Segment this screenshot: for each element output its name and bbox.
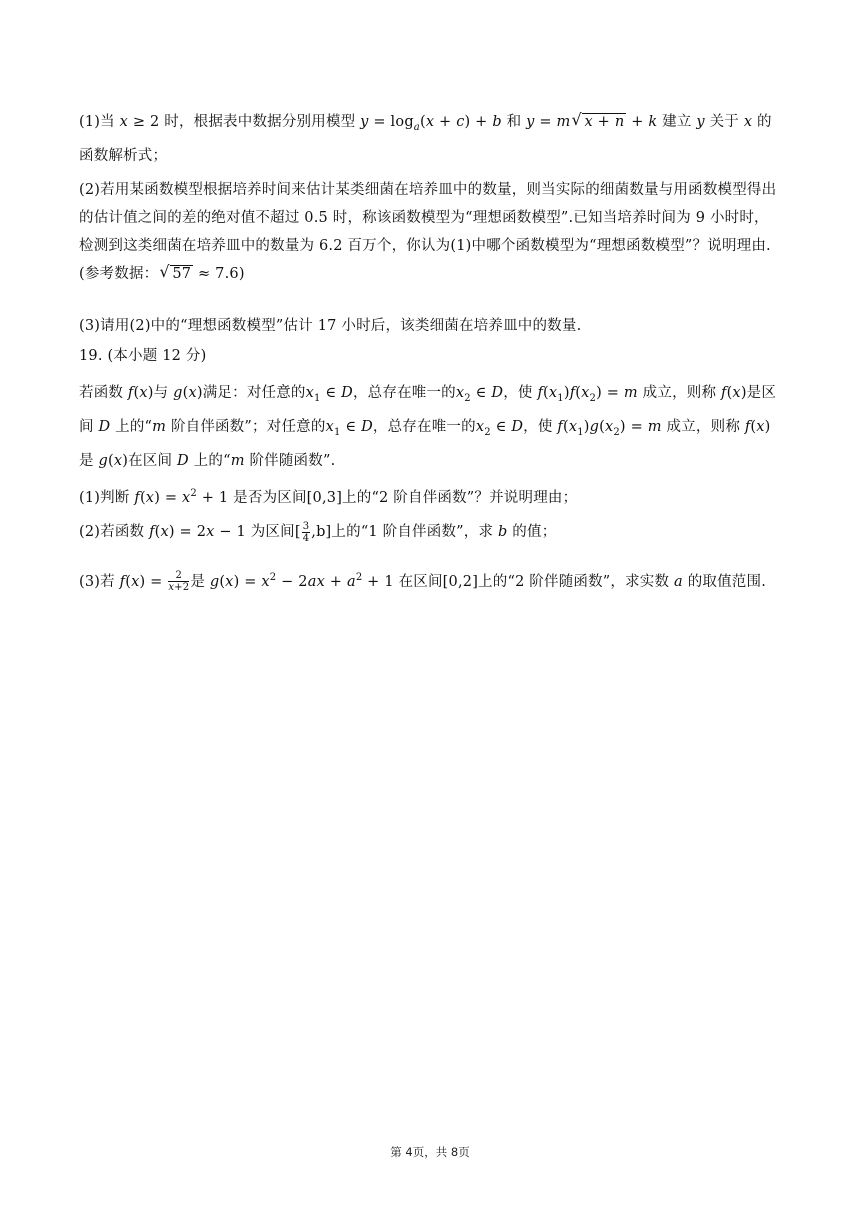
q19-part1: (1)判断 $f(x) = x^2 + 1$ 是否为区间[0,3]上的“2 阶自伴函数”？并说明理由；	[79, 488, 578, 506]
question-number: 19. (本小题 12 分)	[79, 348, 207, 364]
text: 为区间[	[250, 524, 301, 540]
text: (3)若	[79, 573, 115, 590]
text: 上的“	[115, 418, 153, 435]
math-sqrt: √ 57	[159, 260, 193, 288]
math-inline: y	[360, 114, 369, 130]
q18-part3	[79, 312, 783, 340]
text: 阶伴随函数”.	[249, 452, 336, 469]
math-inline: x	[119, 114, 129, 130]
text: 在区间[0,2]上的“2 阶伴随函数”，求实数	[398, 573, 670, 590]
text: ，总存在唯一的	[372, 418, 476, 435]
text: 是否为区间[0,3]上的“2 阶自伴函数”？并说明理由；	[233, 489, 578, 506]
text: 与	[153, 385, 169, 401]
text: (2)若函数	[79, 524, 145, 540]
text: (2)若用某函数模型根据培养时间来估计某类细菌在培养皿中的数量，则当实际的细菌数量与用函数模型得出的估计值之间的差的绝对值不超过 0.5 时，称该函数模型为“理想函数模型”.已知当培养时间为 9 小时时，检测到这类细菌在培养皿中的数量为 6.2 百万个，你认为(1)中哪个函数模型为“理想函数模型”？说明理由.(参考数据：	[79, 182, 777, 282]
q19-heading	[79, 342, 783, 370]
text: 是区间	[79, 385, 777, 435]
text: 上的“	[193, 452, 231, 469]
text: (3)请用(2)中的“理想函数模型”估计 17 小时后，该类细菌在培养皿中的数量.	[79, 318, 582, 334]
fraction: $\frac{2}{x+2}$	[168, 570, 190, 594]
page-footer: 第 4页，共 8页	[390, 1145, 470, 1159]
text: 的函数解析式；	[79, 114, 772, 164]
text: 成立，则称	[642, 385, 717, 401]
text: 是	[79, 452, 94, 469]
text: 阶自伴函数”；对任意的	[170, 418, 326, 435]
text: (1)当	[79, 114, 115, 130]
text: )	[238, 266, 245, 282]
text: 满足：对任意的	[202, 385, 306, 401]
text: 时，根据表中数据分别用模型	[164, 114, 356, 130]
text: 在区间	[128, 452, 173, 469]
text: 若函数	[79, 385, 124, 401]
q18-part2: (2)若用某函数模型根据培养时间来估计某类细菌在培养皿中的数量，则当实际的细菌数量与用函数模型得出的估计值之间的差的绝对值不超过 0.5 时，称该函数模型为“理想函数模型”.已知当培养时间为 9 小时时，检测到这类细菌在培养皿中的数量为 6.2 百万个，你认为(1)中哪个函数模型为“理想函数模型”？说明理由.(参考数据：√ 57 ≈ 7.6)	[79, 176, 783, 288]
text: 的值；	[512, 524, 557, 540]
fraction: $\frac{3}{4}$	[302, 520, 310, 544]
text: ，使	[523, 418, 553, 435]
text: 建立	[662, 114, 692, 130]
text: ,b]上的“1 阶自伴函数”，求	[311, 524, 494, 540]
math-inline: y	[526, 114, 535, 130]
text: 成立，则称	[666, 418, 741, 435]
q18-part1: (1)当 x ≥ 2 时，根据表中数据分别用模型 $y = \log_a(x + c) + b$ 和 y = m√ x + n + k 建立 y 关于 x 的函数解析式；	[79, 108, 783, 170]
q19-part2: (2)若函数 f(x) = 2x − 1 为区间[ $\frac{3}{4}$ ,b]上的“1 阶自伴函数”，求 b 的值；	[79, 520, 557, 544]
text: 的取值范围.	[687, 573, 767, 590]
text: ，总存在唯一的	[352, 385, 456, 401]
text: 关于	[709, 114, 740, 130]
q19-intro: 若函数 f(x)与 g(x)满足：对任意的$x_1$ ∈ D，总存在唯一的$x_2$ ∈ D，使 $f(x_1)f(x_2) = m$ 成立，则称 f(x)是区间 D 上的“m 阶自伴函数”；对任意的$x_1$ ∈ D，总存在唯一的$x_2$ ∈ D，使 $f(x_1)g(x_2) = m$ 成立，则称 f(x) 是 g(x)在区间 D 上的“m 阶伴随函数”.	[79, 385, 777, 469]
text: 和	[506, 114, 522, 130]
text: ，使	[503, 385, 533, 401]
text: 是	[190, 573, 206, 590]
text: (1)判断	[79, 489, 130, 506]
q19-part3: (3)若 f(x) = $\frac{2}{x+2}$ 是 $g(x) = x^2 - 2ax + a^2 + 1$ 在区间[0,2]上的“2 阶伴随函数”，求实数 a 的取值范围.	[79, 570, 767, 594]
